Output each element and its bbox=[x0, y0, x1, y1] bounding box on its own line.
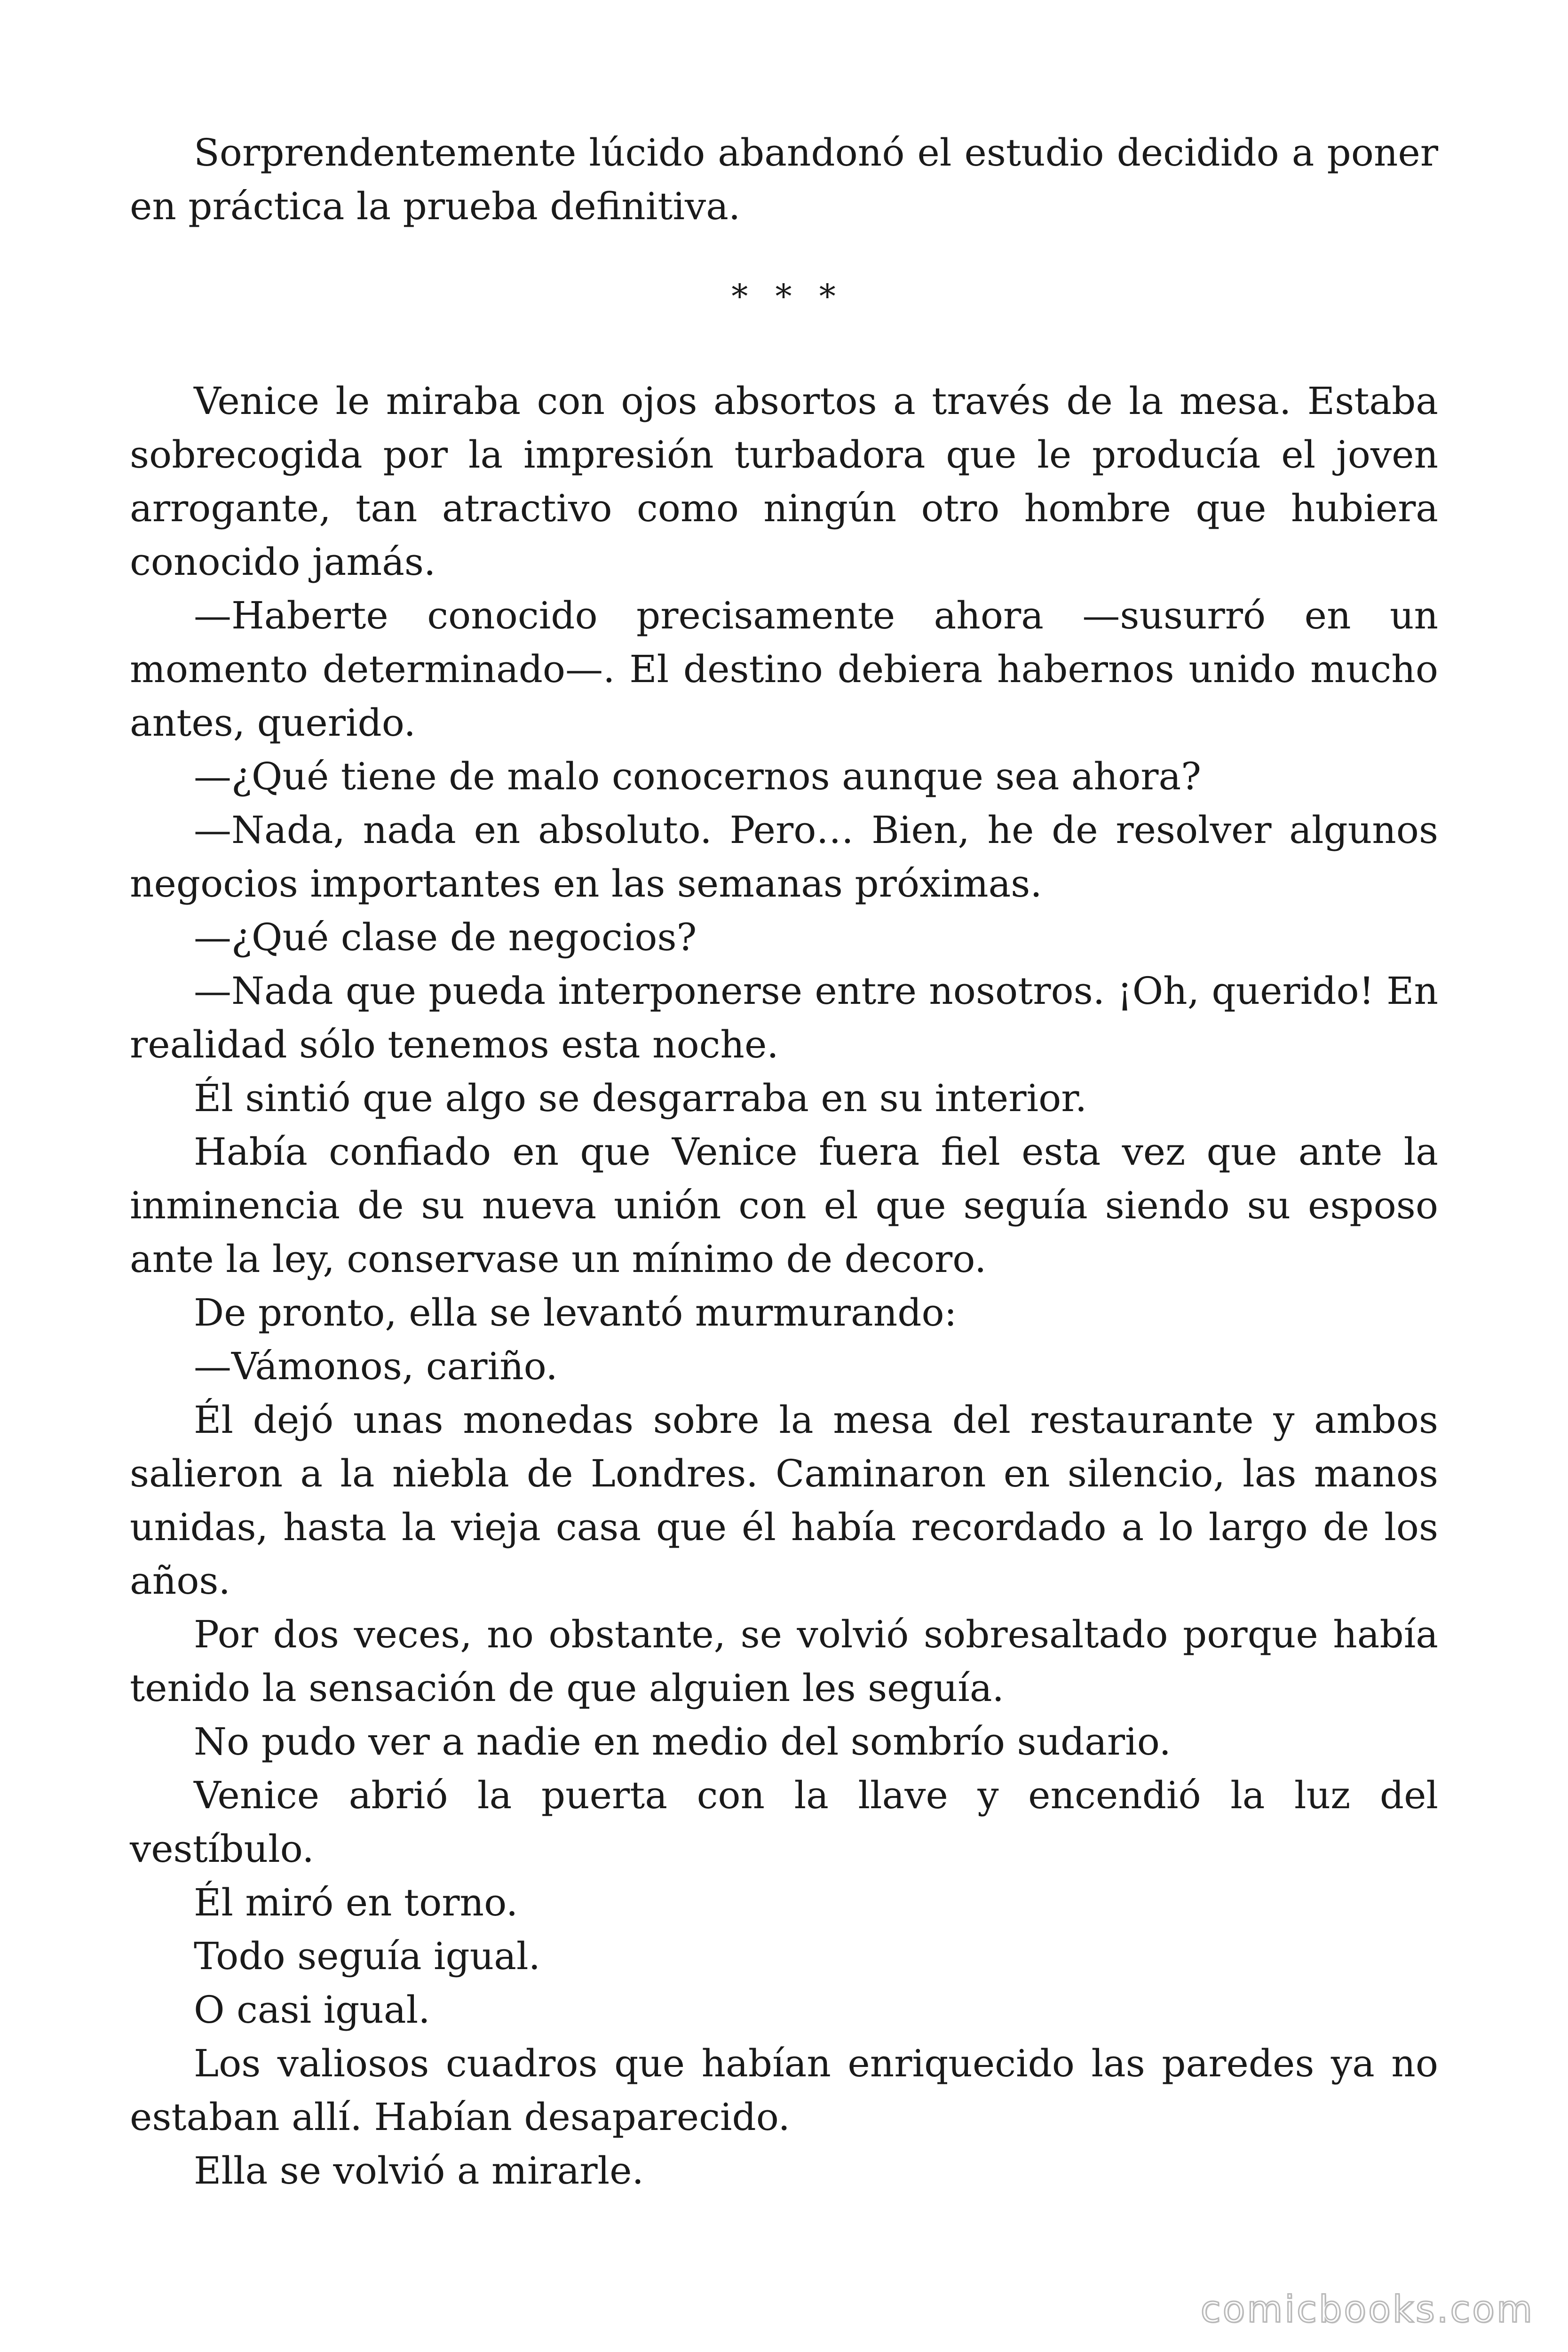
paragraph: Todo seguía igual. bbox=[194, 1934, 540, 1978]
paragraph: —¿Qué clase de negocios? bbox=[194, 915, 697, 959]
paragraph: No pudo ver a nadie en medio del sombrío sudario. bbox=[194, 1720, 1171, 1764]
section-separator: * * * bbox=[731, 277, 844, 316]
paragraph: Venice abrió la puerta con la llave y encendió la luz del vestíbulo. bbox=[130, 1773, 1438, 1871]
main-text-block bbox=[130, 374, 1438, 2198]
paragraph: —Vámonos, cariño. bbox=[194, 1344, 558, 1388]
paragraph: —Nada, nada en absoluto. Pero… Bien, he de resolver algunos negocios importantes en las semanas próximas. bbox=[130, 808, 1438, 906]
paragraph: Él miró en torno. bbox=[194, 1881, 518, 1924]
opening-text-block bbox=[130, 126, 1438, 233]
paragraph: O casi igual. bbox=[194, 1988, 430, 2032]
paragraph: Había confiado en que Venice fuera fiel esta vez que ante la inminencia de su nueva unión con el que seguía siendo su esposo ante la ley, conservase un mínimo de decoro. bbox=[130, 1130, 1438, 1281]
paragraph: —Haberte conocido precisamente ahora —susurró en un momento determinado—. El destino debiera habernos unido mucho antes, querido. bbox=[130, 594, 1438, 745]
paragraph: —¿Qué tiene de malo conocernos aunque sea ahora? bbox=[194, 755, 1202, 798]
paragraph: Ella se volvió a mirarle. bbox=[194, 2149, 644, 2193]
watermark: comicbooks.com bbox=[1200, 2288, 1534, 2331]
paragraph: —Nada que pueda interponerse entre nosotros. ¡Oh, querido! En realidad sólo tenemos esta noche. bbox=[130, 969, 1438, 1066]
paragraph: Venice le miraba con ojos absortos a través de la mesa. Estaba sobrecogida por la impresión turbadora que le producía el joven arrogante, tan atractivo como ningún otro hombre que hubiera conocido jamás. bbox=[130, 379, 1438, 584]
paragraph: De pronto, ella se levantó murmurando: bbox=[194, 1291, 957, 1335]
paragraph: Sorprendentemente lúcido abandonó el estudio decidido a poner en práctica la prueba definitiva. bbox=[130, 131, 1438, 228]
paragraph: Él dejó unas monedas sobre la mesa del restaurante y ambos salieron a la niebla de Londres. Caminaron en silencio, las manos unidas, hasta la vieja casa que él había recordado a lo largo de los años. bbox=[130, 1398, 1438, 1603]
paragraph: Los valiosos cuadros que habían enriquecido las paredes ya no estaban allí. Habían desaparecido. bbox=[130, 2042, 1438, 2139]
paragraph: Por dos veces, no obstante, se volvió sobresaltado porque había tenido la sensación de que alguien les seguía. bbox=[130, 1613, 1438, 1710]
paragraph: Él sintió que algo se desgarraba en su interior. bbox=[194, 1076, 1087, 1120]
